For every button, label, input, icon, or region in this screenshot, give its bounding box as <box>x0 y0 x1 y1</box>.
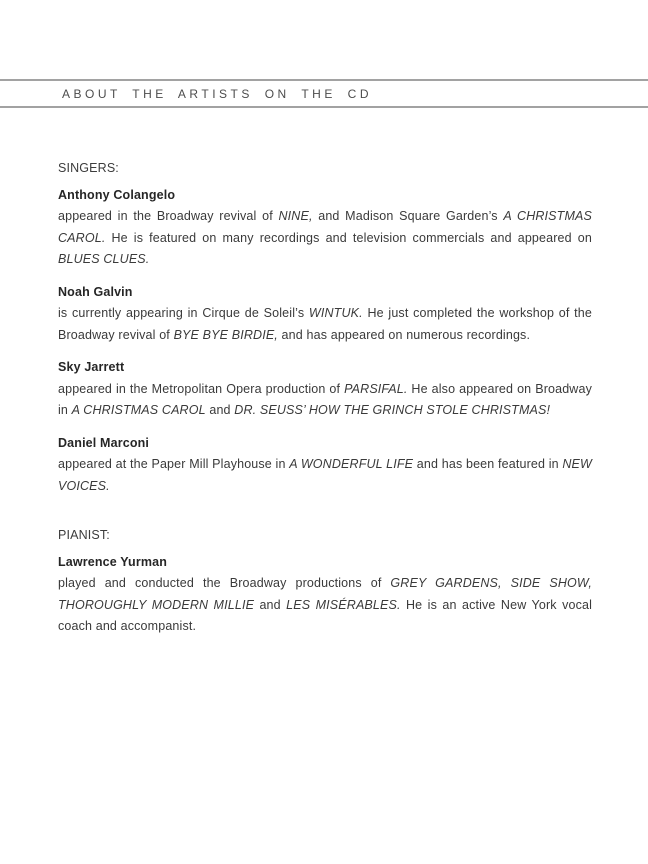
artist-bio: played and conducted the Broadway productions of GREY GARDENS, SIDE SHOW, THOROUGHLY MODERN MILLIE and LES MISÉRABLES. He is an active New York vocal coach and accompanist. <box>58 576 593 633</box>
singers-label: SINGERS: <box>58 161 119 175</box>
artist-name: Daniel Marconi <box>58 435 150 450</box>
artist-bio: appeared in the Broadway revival of NINE, and Madison Square Garden’s A CHRISTMAS CAROL. He is featured on many recordings and television commercials and appeared on BLUES CLUES. <box>58 209 592 266</box>
page-title: ABOUT THE ARTISTS ON THE CD <box>62 86 372 101</box>
artist-name: Anthony Colangelo <box>58 187 176 202</box>
artist-entry <box>58 185 592 271</box>
artist-bio: is currently appearing in Cirque de Soleil’s WINTUK. He just completed the workshop of the Broadway revival of BYE BYE BIRDIE, and has appeared on numerous recordings. <box>58 306 592 342</box>
artist-bio: appeared at the Paper Mill Playhouse in A WONDERFUL LIFE and has been featured in NEW VOICES. <box>58 457 592 493</box>
artist-entry <box>58 433 592 498</box>
section-singers <box>58 158 592 497</box>
page-header <box>0 79 648 108</box>
artist-entry <box>58 552 592 638</box>
artist-name: Lawrence Yurman <box>58 554 168 569</box>
artist-bio: appeared in the Metropolitan Opera production of PARSIFAL. He also appeared on Broadway in A CHRISTMAS CAROL and DR. SEUSS’ HOW THE GRINCH STOLE CHRISTMAS! <box>58 381 592 417</box>
artist-name: Noah Galvin <box>58 284 133 299</box>
pianist-label: PIANIST: <box>58 528 110 542</box>
artist-entry <box>58 357 592 422</box>
section-pianist <box>58 525 592 638</box>
content-area <box>58 158 592 638</box>
artist-entry <box>58 282 592 347</box>
artist-name: Sky Jarrett <box>58 360 125 374</box>
